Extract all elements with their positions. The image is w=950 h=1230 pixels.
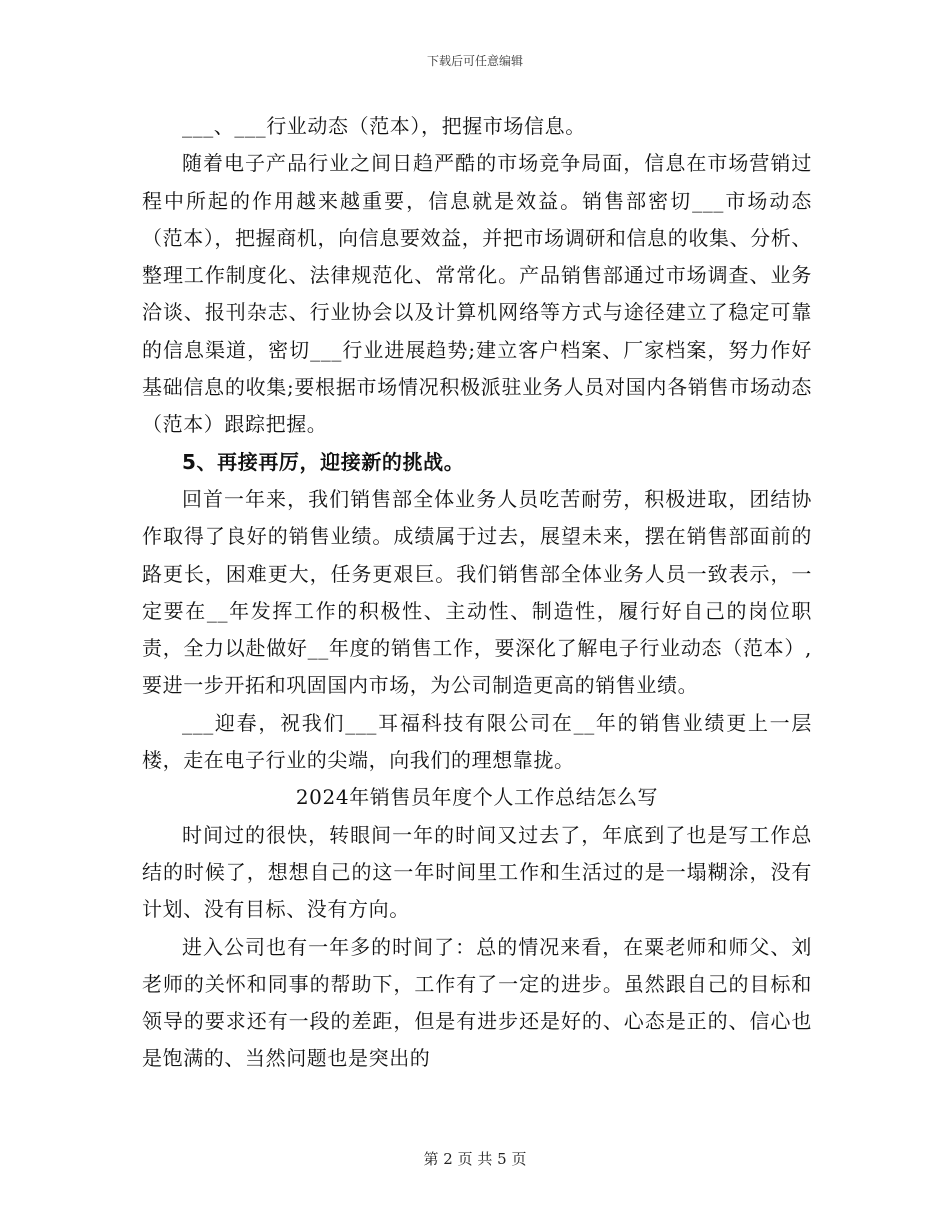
paragraph-review: 回首一年来，我们销售部全体业务人员吃苦耐劳，积极进取，团结协作取得了良好的销售业绩。成绩属于过去，展望未来，摆在销售部面前的路更长，困难更大，任务更艰巨。我们销售部全体业务人员一致表示，一定要在__年发挥工作的积极性、主动性、制造性，履行好自己的岗位职责，全力以赴做好__年度的销售工作，要深化了解电子行业动态（范本）,要进一步开拓和巩固国内市场，为公司制造更高的销售业绩。 [142,486,812,698]
page-header: 下载后可任意编辑 [426,54,523,68]
paragraph-market-info: 随着电子产品行业之间日趋严酷的市场竞争局面，信息在市场营销过程中所起的作用越来越重要，信息就是效益。销售部密切___市场动态（范本），把握商机，向信息要效益，并把市场调研和信息的收集、分析、整理工作制度化、法律规范化、常常化。产品销售部通过市场调查、业务洽谈、报刊杂志、行业协会以及计算机网络等方式与途径建立了稳定可靠的信息渠道，密切___行业进展趋势;建立客户档案、厂家档案，努力作好基础信息的收集;要根据市场情况积极派驻业务人员对国内各销售市场动态（范本）跟踪把握。 [142,151,812,437]
document-title: 2024年销售员年度个人工作总结怎么写 [295,785,659,810]
document-body [142,108,812,1078]
paragraph-time-passes: 时间过的很快，转眼间一年的时间又过去了，年底到了也是写工作总结的时候了，想想自己的这一年时间里工作和生活过的是一塌糊涂，没有计划、没有目标、没有方向。 [142,822,812,922]
paragraph-company-progress: 进入公司也有一年多的时间了：总的情况来看，在粟老师和师父、刘老师的关怀和同事的帮助下，工作有了一定的进步。虽然跟自己的目标和领导的要求还有一段的差距，但是有进步还是好的、心态是正的、信心也是饱满的、当然问题也是突出的 [142,934,812,1071]
paragraph-industry-dynamics: ___、___行业动态（范本），把握市场信息。 [182,114,586,138]
section-heading-challenge: 5、再接再厉，迎接新的挑战。 [182,449,465,474]
page-number: 第 2 页 共 5 页 [423,1150,527,1168]
paragraph-new-year-wish: ___迎春，祝我们___耳福科技有限公司在__年的销售业绩更上一层楼，走在电子行业的尖端，向我们的理想靠拢。 [142,710,812,773]
